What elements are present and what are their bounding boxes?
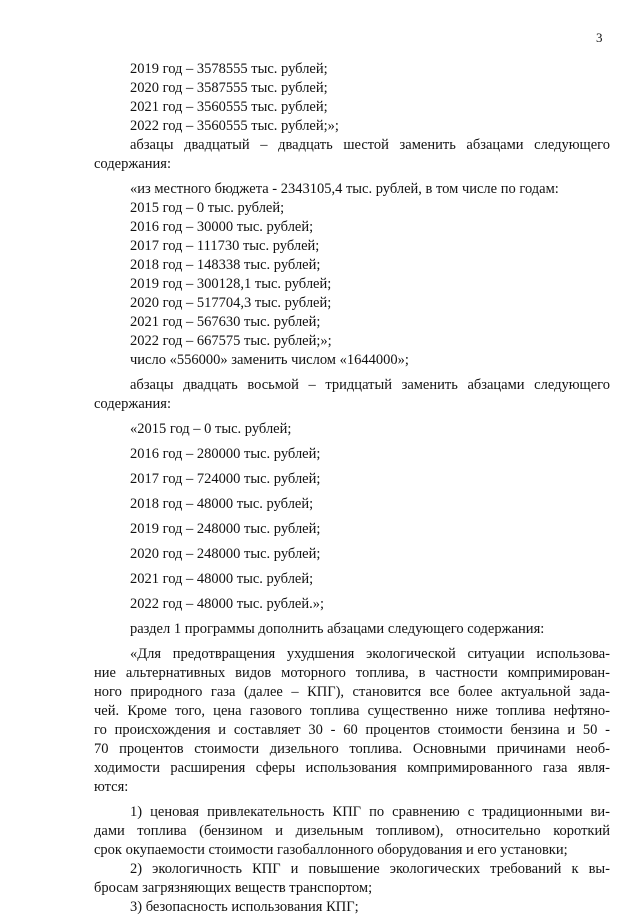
budget-year-line: 2016 год – 30000 тыс. рублей;	[130, 219, 314, 235]
local-budget-section	[94, 180, 610, 370]
page-number: 3	[596, 30, 603, 45]
budget-year-line: 2022 год – 667575 тыс. рублей;»;	[130, 333, 332, 349]
budget-year-line: 2020 год – 3587555 тыс. рублей;	[130, 80, 328, 96]
paragraph-line: го происхождения и составляет 30 - 60 процентов стоимости бензина и 50 -	[94, 722, 610, 738]
paragraph-line: ного природного газа (далее – КПГ), становится все более актуальной зада-	[94, 684, 610, 700]
budget-year-line: 2022 год – 3560555 тыс. рублей;»;	[130, 118, 339, 134]
budget-year-line: 2019 год – 248000 тыс. рублей;	[130, 521, 321, 537]
amendment-paragraph-28-30: абзацы двадцать восьмой – тридцатый заменить абзацами следующего	[130, 377, 610, 393]
paragraph-line: ются:	[94, 779, 129, 795]
amendment-paragraph-20-26: абзацы двадцатый – двадцать шестой заменить абзацами следующего	[130, 137, 610, 153]
document-body	[94, 60, 610, 917]
budget-year-line: 2017 год – 111730 тыс. рублей;	[130, 238, 320, 254]
budget-year-line: 2018 год – 48000 тыс. рублей;	[130, 496, 314, 512]
budget-year-line: 2020 год – 517704,3 тыс. рублей;	[130, 295, 332, 311]
list-item-3: 3) безопасность использования КПГ;	[130, 899, 359, 915]
budget-year-line: 2019 год – 3578555 тыс. рублей;	[130, 61, 328, 77]
budget-year-line: 2022 год – 48000 тыс. рублей.»;	[130, 596, 325, 612]
paragraph-line: 70 процентов стоимости дизельного топлива. Основными причинами необ-	[94, 741, 610, 757]
budget-years-list-1	[94, 60, 610, 136]
paragraph-line: срок окупаемости стоимости газобаллонного оборудования и его установки;	[94, 842, 568, 858]
list-item-2	[94, 860, 610, 898]
budget-year-line: 2021 год – 3560555 тыс. рублей;	[130, 99, 328, 115]
budget-year-line: «2015 год – 0 тыс. рублей;	[130, 421, 292, 437]
number-replacement-line: число «556000» заменить числом «1644000»;	[130, 352, 409, 368]
section-1-paragraph	[94, 645, 610, 797]
paragraph-line: «Для предотвращения ухудшения экологической ситуации использова-	[130, 646, 610, 662]
paragraph-line: 2) экологичность КПГ и повышение экологических требований к вы-	[130, 861, 610, 877]
paragraph-line: дами топлива (бензином и дизельным топливом), относительно короткий	[94, 823, 610, 839]
amendment-paragraph-20-26-cont: содержания:	[94, 156, 172, 172]
budget-year-line: 2019 год – 300128,1 тыс. рублей;	[130, 276, 332, 292]
budget-year-line: 2021 год – 48000 тыс. рублей;	[130, 571, 314, 587]
paragraph-line: ходимости расширения сферы использования компримированного газа явля-	[94, 760, 610, 776]
budget-year-line: 2018 год – 148338 тыс. рублей;	[130, 257, 321, 273]
paragraph-line: ние альтернативных видов моторного топлива, в частности компримирован-	[94, 665, 610, 681]
budget-year-line: 2015 год – 0 тыс. рублей;	[130, 200, 285, 216]
section-1-intro: раздел 1 программы дополнить абзацами следующего содержания:	[130, 621, 545, 637]
budget-year-line: 2016 год – 280000 тыс. рублей;	[130, 446, 321, 462]
amendment-paragraph-28-30-cont: содержания:	[94, 396, 172, 412]
list-item-1	[94, 803, 610, 860]
paragraph-line: бросам загрязняющих веществ транспортом;	[94, 880, 373, 896]
budget-years-list-2	[94, 420, 610, 614]
local-budget-intro: «из местного бюджета - 2343105,4 тыс. рублей, в том числе по годам:	[130, 181, 559, 197]
budget-year-line: 2021 год – 567630 тыс. рублей;	[130, 314, 321, 330]
budget-year-line: 2017 год – 724000 тыс. рублей;	[130, 471, 321, 487]
budget-year-line: 2020 год – 248000 тыс. рублей;	[130, 546, 321, 562]
paragraph-line: 1) ценовая привлекательность КПГ по сравнению с традиционными ви-	[130, 804, 610, 820]
paragraph-line: чей. Кроме того, цена газового топлива существенно ниже топлива нефтяно-	[94, 703, 610, 719]
